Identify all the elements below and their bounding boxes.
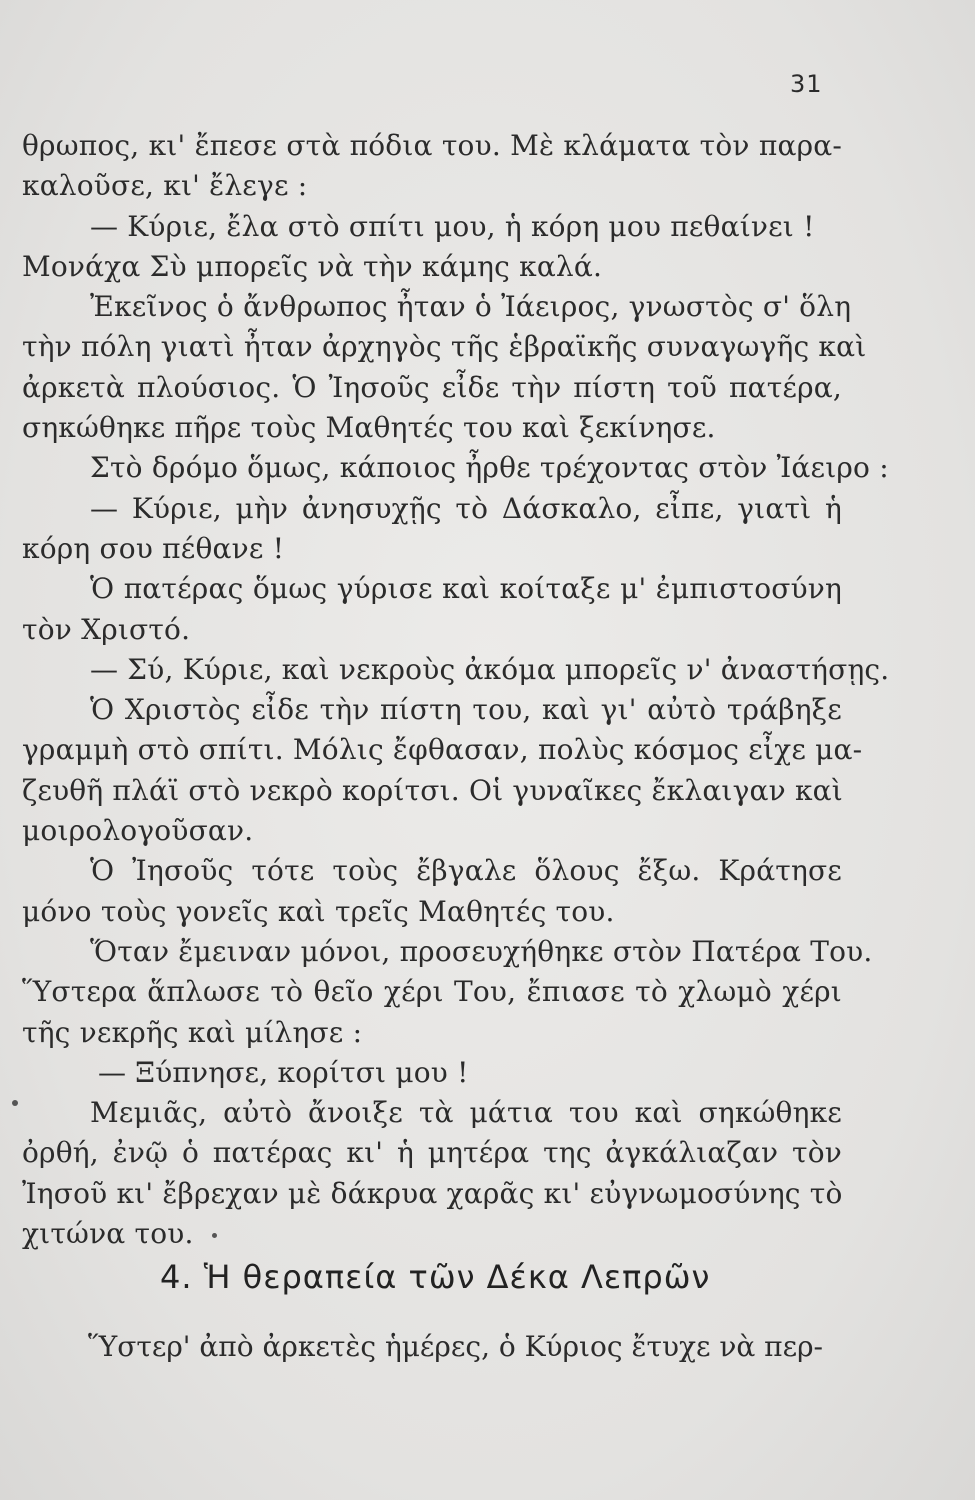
page-number: 31 bbox=[790, 70, 823, 98]
text-line: Ὕστερα ἅπλωσε τὸ θεῖο χέρι Του, ἔπιασε τὸ χλωμὸ χέρι bbox=[22, 975, 842, 1009]
text-line: μοιρολογοῦσαν. bbox=[22, 814, 254, 848]
text-line: — Κύριε, ἔλα στὸ σπίτι μου, ἡ κόρη μου πεθαίνει ! bbox=[90, 209, 815, 243]
text-line: Μεμιᾶς, αὐτὸ ἄνοιξε τὰ μάτια του καὶ σηκώθηκε bbox=[90, 1096, 842, 1130]
text-line: — Κύριε, μὴν ἀνησυχῇς τὸ Δάσκαλο, εἶπε, γιατὶ ἡ bbox=[90, 491, 842, 525]
text-line: τὸν Χριστό. bbox=[22, 612, 191, 646]
text-line: ζευθῆ πλάϊ στὸ νεκρὸ κορίτσι. Οἱ γυναῖκες ἔκλαιγαν καὶ bbox=[22, 773, 843, 807]
text-line: Ὕστερ' ἀπὸ ἀρκετὲς ἡμέρες, ὁ Κύριος ἔτυχε νὰ περ- bbox=[88, 1330, 824, 1363]
text-line: Ὅταν ἔμειναν μόνοι, προσευχήθηκε στὸν Πατέρα Του. bbox=[90, 934, 873, 968]
text-line: θρωπος, κι' ἔπεσε στὰ πόδια του. Μὲ κλάματα τὸν παρα- bbox=[22, 129, 842, 162]
text-line: — Σύ, Κύριε, καὶ νεκροὺς ἀκόμα μπορεῖς ν' ἀναστήσῃς. bbox=[90, 652, 890, 686]
text-line: σηκώθηκε πῆρε τοὺς Μαθητές του καὶ ξεκίνησε. bbox=[22, 411, 716, 445]
text-line: γραμμὴ στὸ σπίτι. Μόλις ἔφθασαν, πολὺς κόσμος εἶχε μα- bbox=[22, 733, 863, 767]
body-text bbox=[22, 126, 890, 1254]
text-line: — Ξύπνησε, κορίτσι μου ! bbox=[98, 1055, 469, 1089]
text-line: Ὁ Χριστὸς εἶδε τὴν πίστη του, καὶ γι' αὐτὸ τράβηξε bbox=[90, 693, 842, 727]
text-line: καλοῦσε, κι' ἔλεγε : bbox=[22, 169, 308, 203]
speck-mark bbox=[212, 1233, 217, 1238]
text-line: κόρη σου πέθανε ! bbox=[22, 531, 285, 565]
text-line: Ὁ πατέρας ὅμως γύρισε καὶ κοίταξε μ' ἐμπιστοσύνη bbox=[90, 572, 842, 606]
speck-mark bbox=[12, 1100, 18, 1106]
chapter-heading: 4. Ἡ θεραπεία τῶν Δέκα Λεπρῶν bbox=[160, 1258, 711, 1296]
text-line: Ἰησοῦ κι' ἔβρεχαν μὲ δάκρυα χαρᾶς κι' εὐγνωμοσύνης τὸ bbox=[22, 1176, 843, 1210]
text-line: ὀρθή, ἐνῷ ὁ πατέρας κι' ἡ μητέρα της ἀγκάλιαζαν τὸν bbox=[22, 1136, 842, 1170]
text-line: χιτώνα του. bbox=[22, 1217, 194, 1251]
text-line: Μονάχα Σὺ μπορεῖς νὰ τὴν κάμης καλά. bbox=[22, 249, 603, 283]
text-line: Ἐκεῖνος ὁ ἄνθρωπος ἦταν ὁ Ἰάειρος, γνωστὸς σ' ὅλη bbox=[90, 290, 852, 324]
text-line: ἀρκετὰ πλούσιος. Ὁ Ἰησοῦς εἶδε τὴν πίστη τοῦ πατέρα, bbox=[22, 370, 842, 404]
text-line: Στὸ δρόμο ὅμως, κάποιος ἦρθε τρέχοντας στὸν Ἰάειρο : bbox=[90, 451, 889, 485]
text-line: Ὁ Ἰησοῦς τότε τοὺς ἔβγαλε ὅλους ἔξω. Κράτησε bbox=[90, 854, 842, 888]
text-line: μόνο τοὺς γονεῖς καὶ τρεῖς Μαθητές του. bbox=[22, 894, 615, 928]
text-line: τὴν πόλη γιατὶ ἦταν ἀρχηγὸς τῆς ἑβραϊκῆς συναγωγῆς καὶ bbox=[22, 330, 867, 364]
text-line: τῆς νεκρῆς καὶ μίλησε : bbox=[22, 1015, 363, 1049]
